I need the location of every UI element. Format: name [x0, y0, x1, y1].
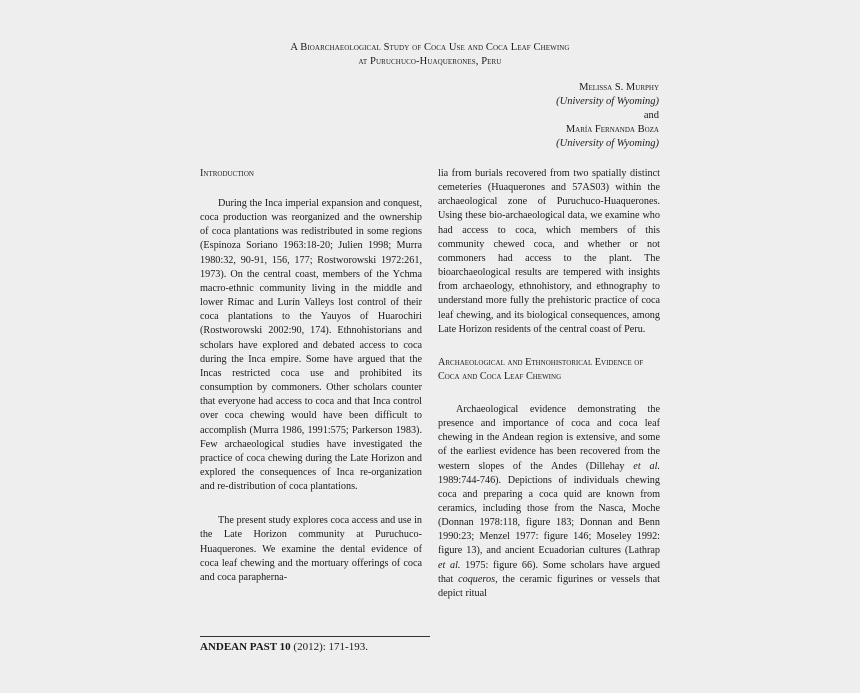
author-2-affiliation: (University of Wyoming) [556, 138, 659, 149]
intro-paragraph-2: The present study explores coca access and use in the Late Horizon community at Puruchuco-Huaquerones. We examine the dental evidence of coca leaf chewing and the mortuary offerings of coca and coca parapherna- [200, 515, 422, 583]
journal-name: ANDEAN PAST 10 [200, 641, 291, 653]
footer-rule [200, 636, 430, 637]
section-heading-introduction: Introduction [200, 168, 254, 179]
author-2-name: María Fernanda Boza [565, 124, 659, 135]
journal-citation [200, 640, 368, 654]
title-line-2: at Puruchuco-Huaquerones, Peru [358, 56, 502, 67]
intro-paragraph-2-continued: lia from burials recovered from two spatially distinct cemeteries (Huaquerones and 57AS03) within the archaeological zone of Puruchuco-Huaquerones. Using these bio-archaeological data, we examine who had access to coca, which members of this community chewed coca, and whether or not commoners had access to the plant. The bioarchaeological results are tempered with insights from archaeology, ethnohistory, and ethnography to understand more fully the prehistoric practice of coca leaf chewing, and its biological consequences, among Late Horizon residents of the central coast of Peru. [438, 168, 660, 335]
section-heading-archaeological-evidence: Archaeological and Ethnohistorical Evidence of Coca and Coca Leaf Chewing [438, 356, 644, 382]
right-column [438, 167, 660, 601]
author-1-affiliation: (University of Wyoming) [556, 96, 659, 107]
title-line-1: A Bioarchaeological Study of Coca Use and Coca Leaf Chewing [290, 42, 570, 53]
journal-volume-pages: (2012): 171-193. [290, 641, 368, 653]
author-block [556, 81, 659, 151]
left-column [200, 167, 422, 585]
article-title [0, 41, 860, 69]
author-1-name: Melissa S. Murphy [579, 82, 659, 93]
evidence-paragraph-1: Archaeological evidence demonstrating the presence and importance of coca and coca leaf chewing in the Andean region is extensive, and some of the earliest evidence has been recovered from the western slopes of the Andes (Dillehay et al. 1989:744-746). Depictions of individuals chewing coca and preparing a coca quid are known from ceramics, including those from the Nasca, Moche (Donnan 1978:118, figure 183; Donnan and Benn 1990:23; Menzel 1977: figure 146; Moseley 1992: figure 13), and ancient Ecuadorian cultures (Lathrap et al. 1975: figure 66). Some scholars have argued that coqueros, the ceramic figurines or vessels that depict ritual [438, 403, 660, 599]
author-conjunction: and [643, 110, 659, 121]
intro-paragraph-1: During the Inca imperial expansion and conquest, coca production was reorganized and the ownership of coca plantations was redistributed in some regions (Espinoza Soriano 1963:18-20; Julien 1998; Murra 1980:32, 90-91, 156, 177; Rostworowski 1972:261, 1973). On the central coast, members of the Ychma macro-ethnic community living in the middle and lower Rímac and Lurín Valleys lost control of their coca plantations to the Yauyos of Huarochiri (Rostworowski 2002:90, 174). Ethnohistorians and scholars have explored and debated access to coca during the Inca empire. Some have argued that the Incas restricted coca use and prohibited its consumption by commoners. Other scholars counter that everyone had access to coca and that Inca control over coca chewing would have been difficult to accomplish (Murra 1986, 1991:575; Parkerson 1983). Few archaeological studies have investigated the practice of coca chewing during the Late Horizon and explored the consequences of Inca re-organization and re-distribution of coca plantations. [200, 198, 422, 493]
